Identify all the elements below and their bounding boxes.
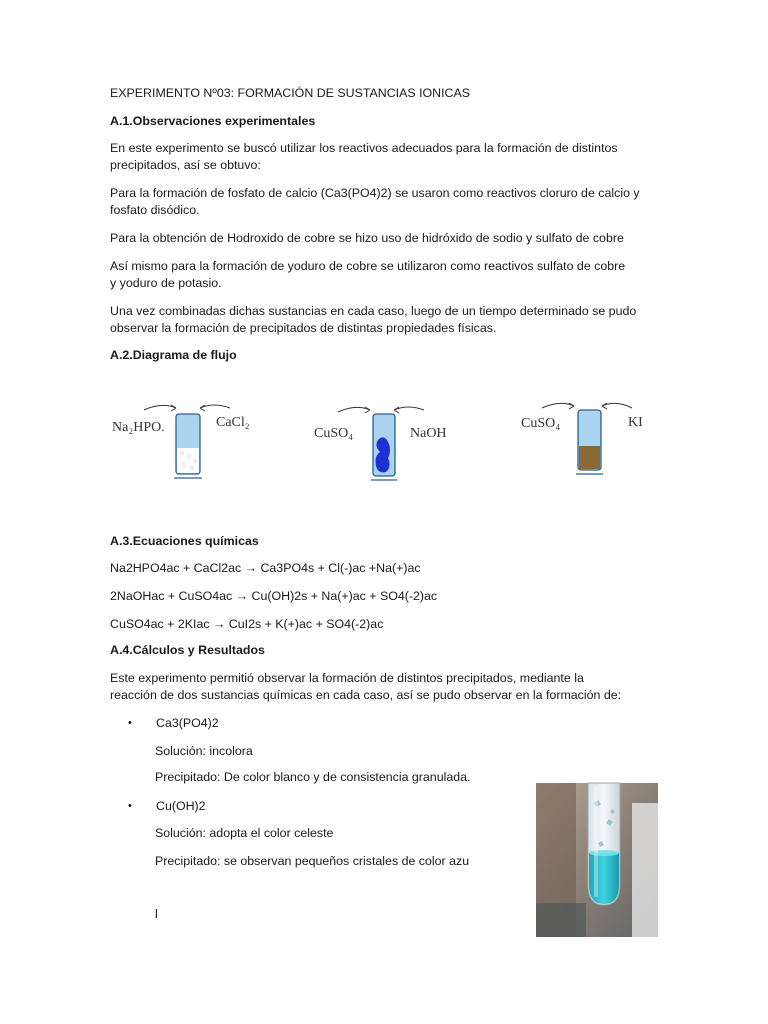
a1-paragraph-3: Para la obtención de Hodroxido de cobre se hizo uso de hidróxido de sodio y sulfato de cobre [110, 231, 624, 245]
a4-intro-line-1: Este experimento permitió observar la formación de distintos precipitados, mediante la [110, 671, 584, 685]
test-tube-photo [536, 783, 658, 937]
trailing-letter: l [155, 907, 158, 921]
section-a1-heading: A.1.Observaciones experimentales [110, 114, 316, 128]
item-1-compound: Ca3(PO4)2 [156, 716, 219, 730]
section-a4-heading: A.4.Cálculos y Resultados [110, 643, 265, 657]
item-2-precipitate: Precipitado: se observan pequeños cristales de color azu [155, 854, 470, 868]
section-a3-heading: A.3.Ecuaciones químicas [110, 534, 259, 548]
brown-precipitate [579, 446, 600, 469]
a1-paragraph-4-line-2: y yoduro de potasio. [110, 276, 222, 290]
tube-1-right-label: CaCl₂ [216, 415, 250, 430]
document-title: EXPERIMENTO Nº03: FORMACIÓN DE SUSTANCIAS IONICAS [110, 86, 471, 100]
a1-paragraph-1-line-2: precipitados, así se obtuvo: [110, 158, 261, 172]
a1-paragraph-5-line-1: Una vez combinadas dichas sustancias en cada caso, luego de un tiempo determinado se pudo [110, 304, 637, 318]
test-tube-3 [540, 396, 640, 486]
a1-paragraph-4-line-1: Así mismo para la formación de yoduro de cobre se utilizaron como reactivos sulfato de cobre [110, 259, 626, 273]
test-tube-1 [140, 398, 240, 488]
a1-paragraph-1-line-1: En este experimento se buscó utilizar los reactivos adecuados para la formación de distintos [110, 141, 618, 155]
item-2-solution: Solución: adopta el color celeste [155, 826, 334, 840]
tube-2-left-label: CuSO₄ [314, 426, 354, 441]
equation-3: CuSO4ac + 2KIac → CuI2s + K(+)ac + SO4(-2)ac [110, 617, 384, 631]
tube-1-left-label: Na₂HPO. [112, 420, 165, 435]
tube-3-right-label: KI [628, 415, 643, 430]
a1-paragraph-2-line-1: Para la formación de fosfato de calcio (Ca3(PO4)2) se usaron como reactivos cloruro de calcio y [110, 186, 640, 200]
light-blue-solution [589, 853, 619, 904]
equation-2: 2NaOHac + CuSO4ac → Cu(OH)2s + Na(+)ac + SO4(-2)ac [110, 589, 438, 603]
item-1-solution: Solución: incolora [155, 744, 253, 758]
a1-paragraph-2-line-2: fosfato disódico. [110, 203, 200, 217]
blue-precipitate [376, 437, 391, 472]
tube-3-left-label: CuSO₄ [521, 416, 561, 431]
equation-1: Na2HPO4ac + CaCl2ac → Ca3PO4s + Cl(-)ac +Na(+)ac [110, 561, 421, 575]
tube-2-right-label: NaOH [410, 426, 447, 441]
bullet-1: • [128, 717, 132, 729]
section-a2-heading: A.2.Diagrama de flujo [110, 348, 237, 362]
bullet-2: • [128, 800, 132, 812]
a4-intro-line-2: reacción de dos sustancias químicas en cada caso, así se pudo observar en la formación de: [110, 688, 622, 702]
a1-paragraph-5-line-2: observar la formación de precipitados de distintas propiedades físicas. [110, 321, 497, 335]
item-1-precipitate: Precipitado: De color blanco y de consistencia granulada. [155, 770, 471, 784]
test-tube-2 [336, 400, 436, 490]
item-2-compound: Cu(OH)2 [156, 799, 206, 813]
